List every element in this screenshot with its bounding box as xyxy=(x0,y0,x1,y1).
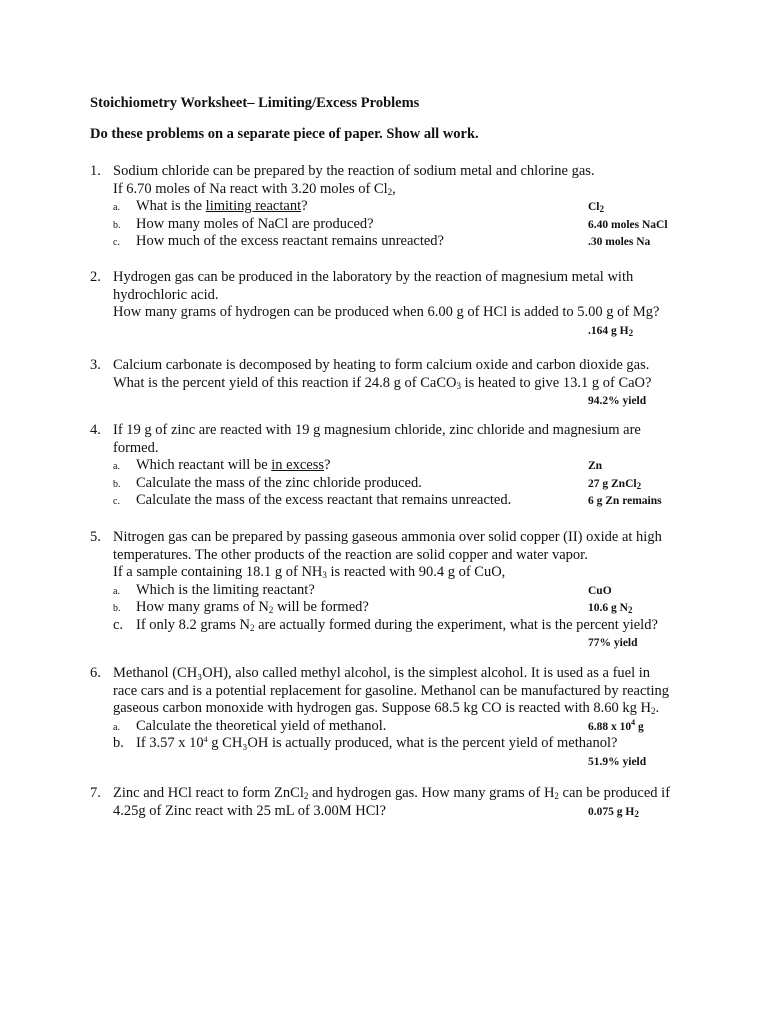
sub-question-text: How much of the excess reactant remains unreacted? xyxy=(136,233,444,249)
problem-text-with-answer xyxy=(113,803,700,821)
problem-text: How many grams of hydrogen can be produced when 6.00 g of HCl is added to 5.00 g of Mg? xyxy=(113,304,660,320)
answer: 51.9% yield xyxy=(588,755,647,768)
answer: .30 moles Na xyxy=(588,236,651,248)
sub-question-a xyxy=(113,457,700,475)
sub-question-a xyxy=(113,198,700,216)
sub-question-text: What is the limiting reactant? xyxy=(136,198,308,214)
problem-text: If 6.70 moles of Na react with 3.20 moles of $Cl_2$, xyxy=(113,180,396,197)
sub-question-c xyxy=(113,492,700,510)
problem-text: If 19 g of zinc are reacted with 19 g magnesium chloride, zinc chloride and magnesium are xyxy=(113,422,641,438)
sub-question-text: Calculate the theoretical yield of methanol. xyxy=(136,717,387,734)
answer: CuO xyxy=(588,584,612,597)
answer: 10.6 g $N_2$ xyxy=(588,602,633,615)
sub-question-text: If 3.57 x $10^4$ g CH₃OH is actually produced, what is the percent yield of methanol? xyxy=(136,735,618,751)
problem-number: 2. xyxy=(90,269,101,285)
answer: 77% yield xyxy=(588,637,638,649)
sub-question-text: How many moles of NaCl are produced? xyxy=(136,215,374,232)
problem-1 xyxy=(90,163,700,251)
answer: .164 g $H_2$ xyxy=(588,324,634,338)
problem-text: formed. xyxy=(113,439,159,456)
sub-question-b xyxy=(113,735,700,753)
problem-number: 7. xyxy=(90,785,101,801)
sub-letter: a. xyxy=(113,461,120,472)
answer: 6 g Zn remains xyxy=(588,495,662,507)
answer: 0.075 g $H_2$ xyxy=(588,805,639,819)
problem-text: Zinc and HCl react to form ZnCl$_2$ and hydrogen gas. How many grams of $H_2$ can be produced if xyxy=(113,785,671,801)
sub-question-text: Which reactant will be in excess? xyxy=(136,457,331,473)
problem-number: 4. xyxy=(90,422,101,438)
problem-5 xyxy=(90,529,700,652)
sub-letter: b. xyxy=(113,735,124,751)
sub-question-a xyxy=(113,582,700,600)
sub-letter: c. xyxy=(113,237,120,248)
sub-question-c xyxy=(113,617,700,635)
problem-text: 4.25g of Zinc react with 25 mL of 3.00M HCl? xyxy=(113,802,386,819)
problem-text: Calcium carbonate is decomposed by heating to form calcium oxide and carbon dioxide gas. xyxy=(113,357,650,373)
answer: $Cl_2$ xyxy=(588,201,604,214)
problem-text: Methanol (CH₃OH), also called methyl alcohol, is the simplest alcohol. It is used as a fuel in xyxy=(113,665,651,681)
problem-text: Nitrogen gas can be prepared by passing gaseous ammonia over solid copper (II) oxide at high xyxy=(113,529,662,545)
sub-question-text: Which is the limiting reactant? xyxy=(136,581,315,598)
sub-question-text: Calculate the mass of the zinc chloride produced. xyxy=(136,474,422,491)
sub-letter: c. xyxy=(113,496,120,507)
problem-4 xyxy=(90,422,700,510)
problem-number: 6. xyxy=(90,665,101,681)
sub-question-text: If only 8.2 grams $N_2$ are actually formed during the experiment, what is the percent yield? xyxy=(136,616,658,633)
sub-letter: a. xyxy=(113,202,120,213)
problem-number: 3. xyxy=(90,357,101,373)
sub-question-b xyxy=(113,599,700,617)
answer: 27 g ZnCl$_2$ xyxy=(588,477,642,491)
problem-2 xyxy=(90,269,700,339)
problem-text: If a sample containing 18.1 g of $NH_3$ is reacted with 90.4 g of CuO, xyxy=(113,564,506,580)
sub-question-text: Calculate the mass of the excess reactant that remains unreacted. xyxy=(136,492,512,508)
page-title: Stoichiometry Worksheet– Limiting/Excess Problems xyxy=(90,95,420,111)
problem-6 xyxy=(90,665,700,770)
sub-letter: b. xyxy=(113,478,121,490)
sub-question-b xyxy=(113,216,700,234)
sub-letter: b. xyxy=(113,219,121,231)
sub-question-a xyxy=(113,718,700,736)
problem-text: Hydrogen gas can be produced in the laboratory by the reaction of magnesium metal with xyxy=(113,269,634,285)
answer: 6.88 x $10^4$ g xyxy=(588,717,644,733)
problem-number: 1. xyxy=(90,163,101,179)
answer: 6.40 moles NaCl xyxy=(588,218,668,231)
sub-letter: a. xyxy=(113,721,120,733)
problem-text: Sodium chloride can be prepared by the reaction of sodium metal and chlorine gas. xyxy=(113,163,595,179)
sub-letter: a. xyxy=(113,585,120,597)
sub-letter: c. xyxy=(113,616,124,633)
sub-question-text: How many grams of $N_2$ will be formed? xyxy=(136,599,369,615)
problem-7 xyxy=(90,785,700,820)
answer: Zn xyxy=(588,460,603,472)
answer: 94.2% yield xyxy=(588,395,647,407)
sub-letter: b. xyxy=(113,603,121,614)
instructions: Do these problems on a separate piece of paper. Show all work. xyxy=(90,126,479,142)
problem-text: What is the percent yield of this reaction if 24.8 g of CaCO$_3$ is heated to give 13.1 g of CaO? xyxy=(113,374,652,391)
problem-3 xyxy=(90,357,700,410)
problem-text: gaseous carbon monoxide with hydrogen gas. Suppose 68.5 kg CO is reacted with 8.60 kg $H_2$. xyxy=(113,700,660,716)
problem-text: race cars and is a potential replacement for gasoline. Methanol can be manufactured by reacting xyxy=(113,682,669,699)
problem-number: 5. xyxy=(90,529,101,545)
sub-question-b xyxy=(113,475,700,493)
problem-text: hydrochloric acid. xyxy=(113,286,219,303)
sub-question-c xyxy=(113,233,700,251)
problem-text: temperatures. The other products of the reaction are solid copper and water vapor. xyxy=(113,546,588,563)
